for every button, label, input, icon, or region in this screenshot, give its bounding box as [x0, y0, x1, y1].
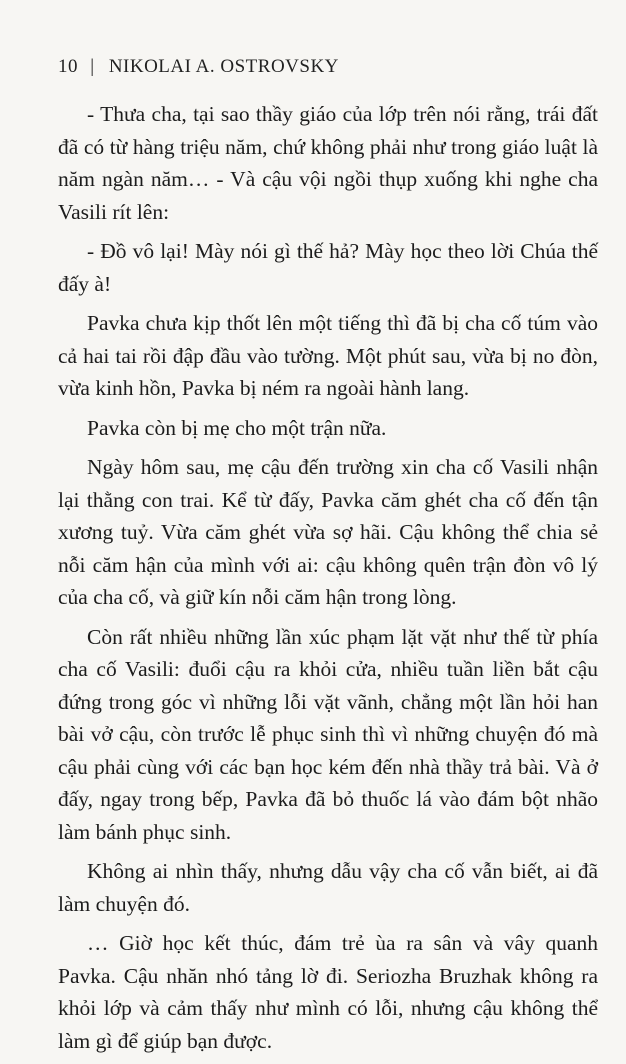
paragraph: - Thưa cha, tại sao thầy giáo của lớp trên nói rằng, trái đất đã có từ hàng triệu năm, chứ không phải như trong giáo luật là năm ngàn năm… - Và cậu vội ngồi thụp xuống khi nghe cha Vasili rít lên:	[58, 102, 598, 224]
paragraph: Còn rất nhiều những lần xúc phạm lặt vặt như thế từ phía cha cố Vasili: đuổi cậu ra khỏi cửa, nhiều tuần liền bắt cậu đứng trong góc vì những lỗi vặt vãnh, chẳng một lần hỏi han bài vở cậu, còn trước lễ phục sinh thì vì những chuyện đó mà cậu phải cùng với các bạn học kém đến nhà thầy trả bài. Và ở đấy, ngay trong bếp, Pavka đã bỏ thuốc lá vào đám bột nhão làm bánh phục sinh.	[58, 624, 598, 844]
paragraph: Không ai nhìn thấy, nhưng dẫu vậy cha cố vẫn biết, ai đã làm chuyện đó.	[58, 859, 598, 916]
paragraph: Pavka còn bị mẹ cho một trận nữa.	[87, 415, 387, 440]
running-title: NIKOLAI A. OSTROVSKY	[108, 56, 339, 77]
paragraph: Pavka chưa kịp thốt lên một tiếng thì đã bị cha cố túm vào cả hai tai rồi đập đầu vào tường. Một phút sau, vừa bị no đòn, vừa kinh hồn, Pavka bị ném ra ngoài hành lang.	[58, 311, 598, 400]
page-number: 10	[58, 56, 78, 77]
paragraph: Ngày hôm sau, mẹ cậu đến trường xin cha cố Vasili nhận lại thằng con trai. Kể từ đấy, Pavka căm ghét cha cố đến tận xương tuỷ. Vừa căm ghét vừa sợ hãi. Cậu không thể chia sẻ nỗi căm hận của mình với ai: cậu không quên trận đòn vô lý của cha cố, và giữ kín nỗi căm hận trong lòng.	[58, 455, 598, 609]
running-header	[58, 56, 339, 78]
paragraph: … Giờ học kết thúc, đám trẻ ùa ra sân và vây quanh Pavka. Cậu nhăn nhó tảng lờ đi. Seriozha Bruzhak không ra khỏi lớp và cảm thấy như mình có lỗi, nhưng cậu không thể làm gì để giúp bạn được.	[58, 931, 598, 1053]
body-text	[58, 98, 598, 1064]
header-separator: |	[90, 56, 95, 77]
paragraph: - Đồ vô lại! Mày nói gì thế hả? Mày học theo lời Chúa thế đấy à!	[58, 239, 598, 296]
